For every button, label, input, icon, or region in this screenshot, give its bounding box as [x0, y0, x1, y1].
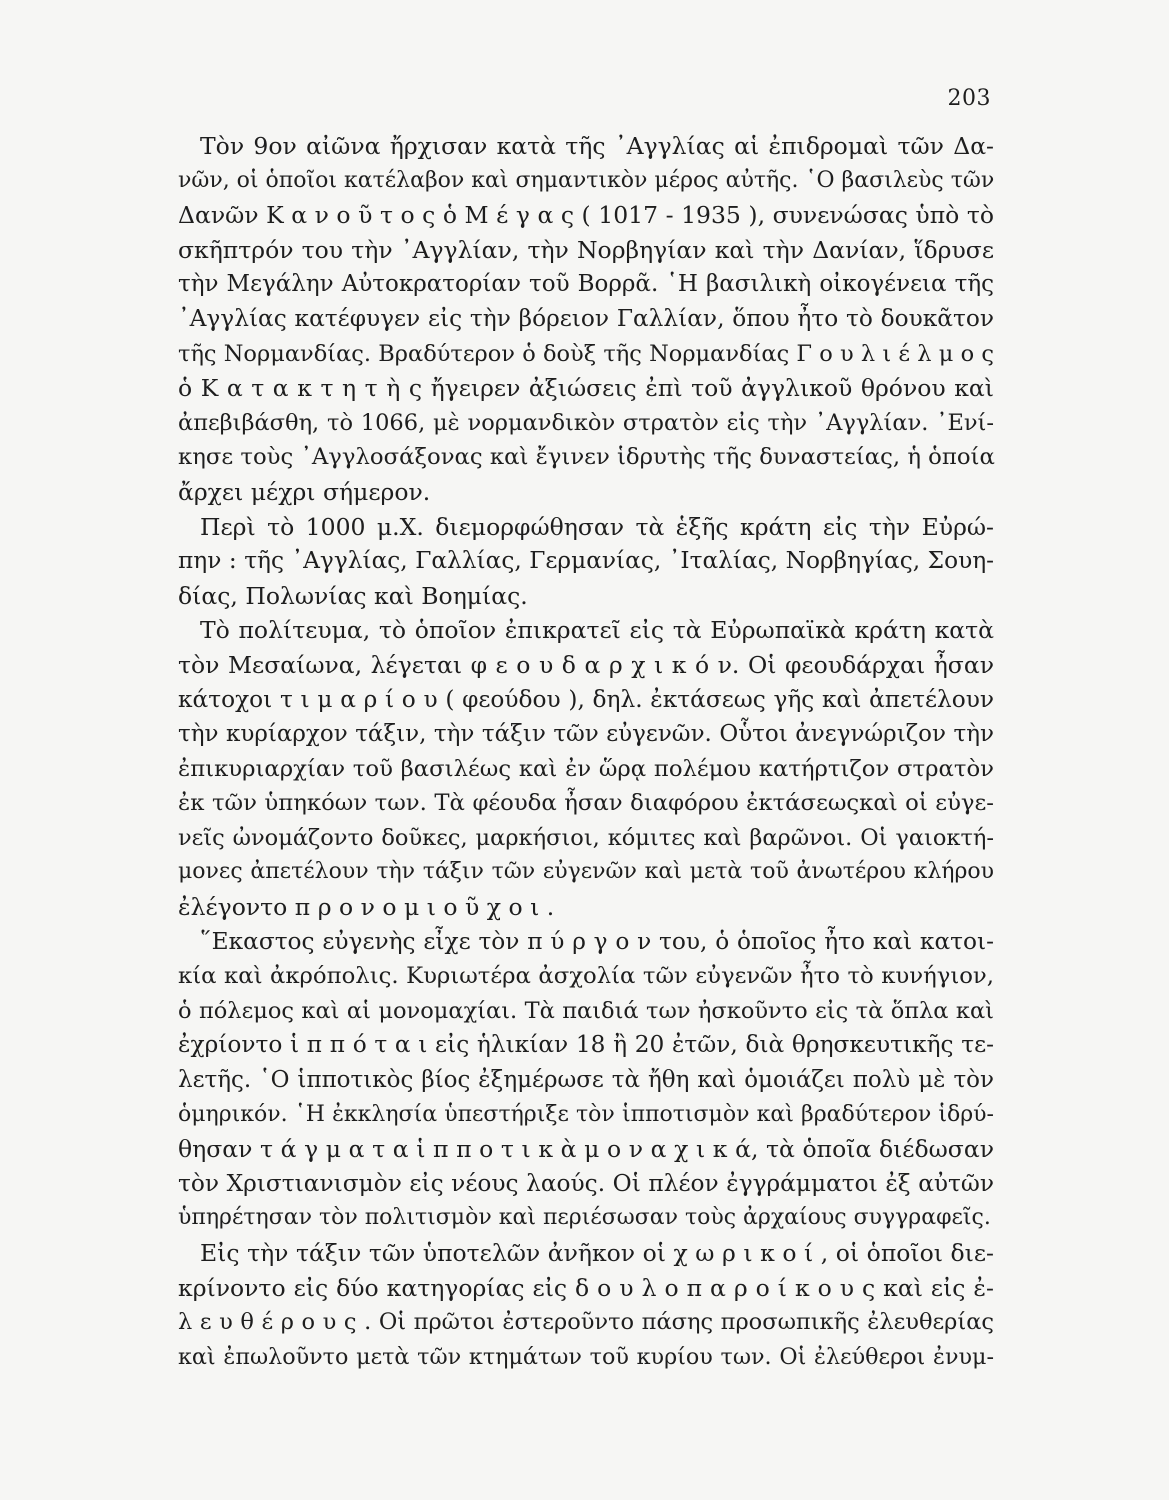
- text-line: λετῆς. ῾Ο ἱπποτικὸς βίος ἐξημέρωσε τὰ ἤθη καὶ ὁμοιάζει πολὺ μὲ τὸν: [178, 1067, 994, 1094]
- text-line: κρίνοντο εἰς δύο κατηγορίας εἰς δ ο υ λ ο π α ρ ο ί κ ο υ ς καὶ εἰς ἐ-: [178, 1273, 994, 1302]
- text-line: ὁ πόλεμος καὶ αἱ μονομαχίαι. Τὰ παιδιά των ἠσκοῦντο εἰς τὰ ὅπλα καὶ: [178, 997, 994, 1024]
- body-text: [178, 129, 994, 1374]
- text-line: τὴν κυρίαρχον τάξιν, τὴν τάξιν τῶν εὐγενῶν. Οὗτοι ἀνεγνώριζον τὴν: [178, 721, 994, 748]
- text-line: ἐκ τῶν ὑπηκόων των. Τὰ φέουδα ἦσαν διαφόρου ἐκτάσεωςκαὶ οἱ εὐγε-: [178, 790, 994, 817]
- text-line: κάτοχοι τ ι μ α ρ ί ο υ ( φεούδου ), δηλ. ἐκτάσεως γῆς καὶ ἀπετέλουν: [178, 685, 994, 713]
- text-line: ᾿Αγγλίας κατέφυγεν εἰς τὴν βόρειον Γαλλίαν, ὅπου ἦτο τὸ δουκᾶτον: [178, 304, 994, 332]
- text-line: κησε τοὺς ᾿Αγγλοσάξονας καὶ ἔγινεν ἱδρυτὴς τῆς δυναστείας, ἡ ὁποία: [178, 444, 995, 471]
- text-line: ῞Εκαστος εὐγενὴς εἶχε τὸν π ύ ρ γ ο ν του, ὁ ὁποῖος ἦτο καὶ κατοι-: [200, 927, 994, 955]
- text-line: τὸν Μεσαίωνα, λέγεται φ ε ο υ δ α ρ χ ι κ ό ν. Οἱ φεουδάρχαι ἦσαν: [178, 650, 994, 679]
- text-line: τῆς Νορμανδίας. Βραδύτερον ὁ δοὺξ τῆς Νορμανδίας Γ ο υ λ ι έ λ μ ο ς: [178, 340, 994, 367]
- text-line: Εἰς τὴν τάξιν τῶν ὑποτελῶν ἀνῆκον οἱ χ ω ρ ι κ ο ί , οἱ ὁποῖοι διε-: [200, 1239, 994, 1267]
- text-line: θησαν τ ά γ μ α τ α ἱ π π ο τ ι κ ὰ μ ο ν α χ ι κ ά, τὰ ὁποῖα διέδωσαν: [178, 1135, 994, 1164]
- text-line: λ ε υ θ έ ρ ο υ ς . Οἱ πρῶτοι ἐστεροῦντο πάσης προσωπικῆς ἐλευθερίας: [178, 1309, 994, 1336]
- text-line: καὶ ἐπωλοῦντο μετὰ τῶν κτημάτων τοῦ κυρίου των. Οἱ ἐλεύθεροι ἐνυμ-: [178, 1343, 994, 1370]
- text-line: ἐπικυριαρχίαν τοῦ βασιλέως καὶ ἐν ὥρᾳ πολέμου κατήρτιζον στρατὸν: [178, 755, 994, 782]
- text-line: κία καὶ ἀκρόπολις. Κυριωτέρα ἀσχολία τῶν εὐγενῶν ἦτο τὸ κυνήγιον,: [178, 963, 994, 990]
- text-line: σκῆπτρόν του τὴν ᾿Αγγλίαν, τὴν Νορβηγίαν καὶ τὴν Δανίαν, ἵδρυσε: [178, 235, 994, 264]
- text-line: τὸν Χριστιανισμὸν εἰς νέους λαούς. Οἱ πλέον ἐγγράμματοι ἐξ αὐτῶν: [178, 1169, 994, 1197]
- text-line: νεῖς ὠνομάζοντο δοῦκες, μαρκήσιοι, κόμιτες καὶ βαρῶνοι. Οἱ γαιοκτή-: [178, 824, 994, 851]
- text-line: ἐχρίοντο ἱ π π ό τ α ι εἰς ἡλικίαν 18 ἢ 20 ἐτῶν, διὰ θρησκευτικῆς τε-: [178, 1031, 994, 1059]
- text-line: Τὸ πολίτευμα, τὸ ὁποῖον ἐπικρατεῖ εἰς τὰ Εὐρωπαϊκὰ κράτη κατὰ: [200, 616, 994, 645]
- text-line: ἄρχει μέχρι σήμερον.: [178, 477, 431, 506]
- text-line: Περὶ τὸ 1000 μ.Χ. διεμορφώθησαν τὰ ἑξῆς κράτη εἰς τὴν Εὐρώ-: [200, 512, 994, 541]
- text-line: ὑπηρέτησαν τὸν πολιτισμὸν καὶ περιέσωσαν τοὺς ἀρχαίους συγγραφεῖς.: [178, 1205, 991, 1231]
- text-line: τὴν Μεγάλην Αὐτοκρατορίαν τοῦ Βορρᾶ. ῾Η βασιλικὴ οἰκογένεια τῆς: [178, 271, 994, 298]
- text-line: δίας, Πολωνίας καὶ Βοημίας.: [178, 581, 528, 610]
- text-line: Τὸν 9ον αἰῶνα ἤρχισαν κατὰ τῆς ᾿Αγγλίας αἱ ἐπιδρομαὶ τῶν Δα-: [200, 132, 994, 160]
- text-line: μονες ἀπετέλουν τὴν τάξιν τῶν εὐγενῶν καὶ μετὰ τοῦ ἀνωτέρου κλήρου: [178, 859, 994, 885]
- text-line: νῶν, οἱ ὁποῖοι κατέλαβον καὶ σημαντικὸν μέρος αὐτῆς. ῾Ο βασιλεὺς τῶν: [178, 167, 995, 193]
- text-line: ἐλέγοντο π ρ ο ν ο μ ι ο ῦ χ ο ι .: [178, 893, 555, 922]
- text-line: ὁ Κ α τ α κ τ η τ ὴ ς ἤγειρεν ἀξιώσεις ἐπὶ τοῦ ἀγγλικοῦ θρόνου καὶ: [178, 374, 994, 403]
- text-line: πην : τῆς ᾿Αγγλίας, Γαλλίας, Γερμανίας, ᾿Ιταλίας, Νορβηγίας, Σουη-: [178, 547, 994, 575]
- text-line: Δανῶν Κ α ν ο ῦ τ ο ς ὁ Μ έ γ α ς ( 1017 - 1935 ), συνενώσας ὑπὸ τὸ: [178, 201, 994, 230]
- page-number: 203: [947, 86, 991, 111]
- text-line: ὁμηρικόν. ῾Η ἐκκλησία ὑπεστήριξε τὸν ἱπποτισμὸν καὶ βραδύτερον ἱδρύ-: [178, 1101, 994, 1127]
- text-line: ἀπεβιβάσθη, τὸ 1066, μὲ νορμανδικὸν στρατὸν εἰς τὴν ᾿Αγγλίαν. ᾿Ενί-: [178, 409, 994, 436]
